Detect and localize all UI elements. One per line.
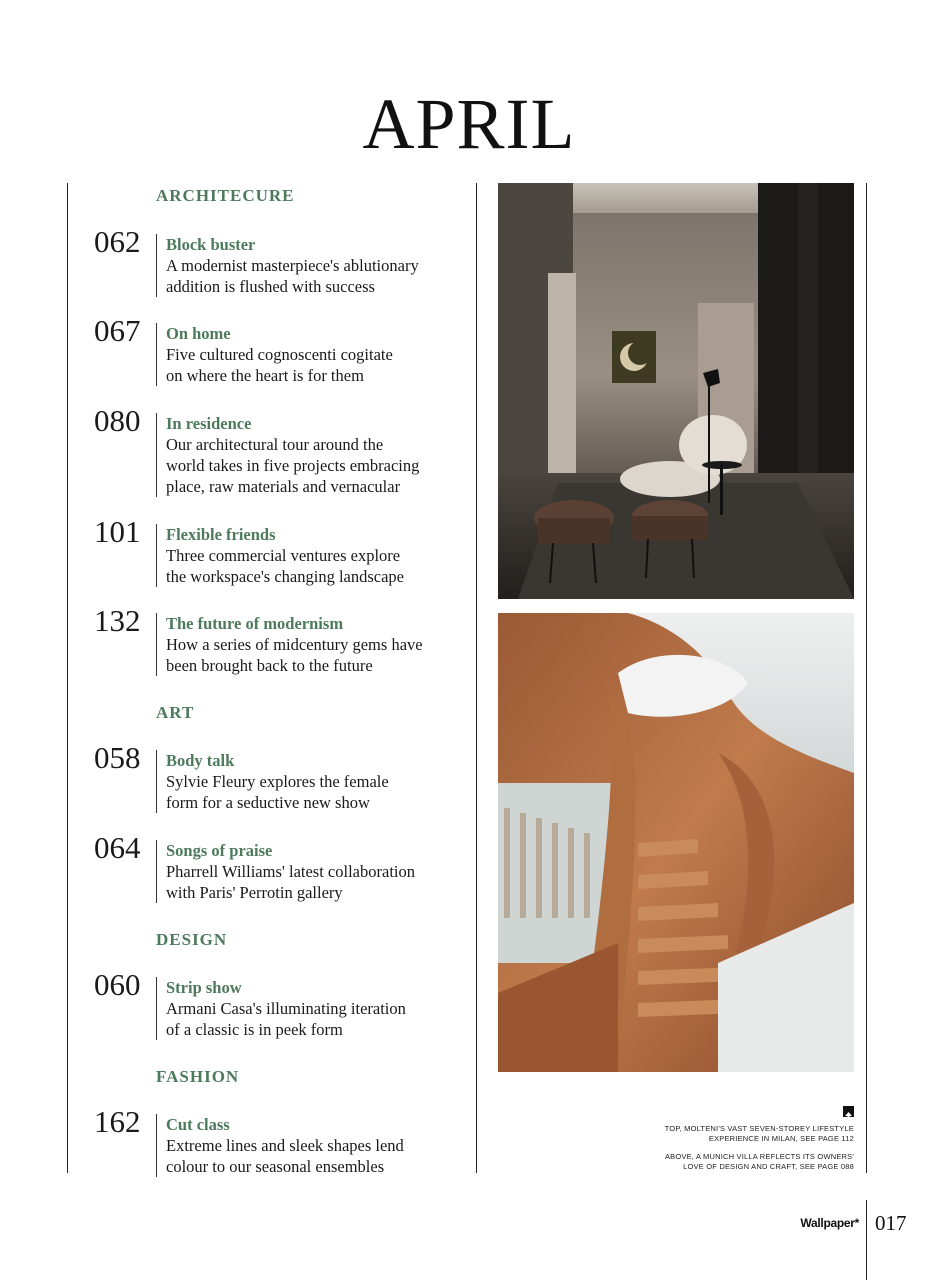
entry-desc-line: the workspace's changing landscape: [166, 567, 405, 586]
entry-desc-line: Extreme lines and sleek shapes lend: [166, 1136, 404, 1155]
section-fashion: FASHION: [156, 1067, 240, 1086]
entry-page-number: 058: [94, 740, 141, 775]
entry-title: Block buster: [166, 235, 256, 254]
entry-desc-line: A modernist masterpiece's ablutionary: [166, 256, 419, 275]
entry-desc-line: been brought back to the future: [166, 656, 373, 675]
entry-page-number: 101: [94, 514, 141, 549]
caption-line: EXPERIENCE IN MILAN, SEE PAGE 112: [708, 1134, 854, 1143]
entry-title: In residence: [166, 414, 252, 433]
caption-bottom: [594, 1152, 854, 1172]
entry-title: Cut class: [166, 1115, 230, 1134]
entry-desc-line: world takes in five projects embracing: [166, 456, 420, 475]
left-rule: [67, 183, 68, 1173]
footer-rule: [866, 1200, 867, 1280]
folio-page-number: 017: [875, 1211, 907, 1235]
entry-desc-line: Five cultured cognoscenti cogitate: [166, 345, 393, 364]
entry-page-number: 062: [94, 224, 141, 259]
interior-photo: [498, 183, 854, 599]
staircase-photo: [498, 613, 854, 1072]
entry-page-number: 060: [94, 967, 141, 1002]
entry-desc-line: How a series of midcentury gems have: [166, 635, 423, 654]
entry-page-number: 162: [94, 1104, 141, 1139]
entry-page-number: 064: [94, 830, 141, 865]
entry-desc-line: of a classic is in peek form: [166, 1020, 343, 1039]
entry-desc-line: with Paris' Perrotin gallery: [166, 883, 343, 902]
brand-logo: Wallpaper*: [800, 1216, 859, 1230]
entry-page-number: 132: [94, 603, 141, 638]
entry-page-number: 067: [94, 313, 141, 348]
arrow-up-icon: [843, 1106, 854, 1117]
entry-title: The future of modernism: [166, 614, 344, 633]
entry-desc-line: Three commercial ventures explore: [166, 546, 401, 565]
caption-line: ABOVE, A MUNICH VILLA REFLECTS ITS OWNERS': [664, 1152, 854, 1161]
page-title: APRIL: [362, 84, 576, 164]
center-rule: [476, 183, 477, 1173]
entry-desc-line: Our architectural tour around the: [166, 435, 384, 454]
entry-desc-line: place, raw materials and vernacular: [166, 477, 401, 496]
entry-desc-line: Pharrell Williams' latest collaboration: [166, 862, 415, 881]
section-architecture: ARCHITECURE: [156, 186, 295, 205]
caption-line: LOVE OF DESIGN AND CRAFT, SEE PAGE 088: [683, 1162, 854, 1171]
entry-desc-line: Armani Casa's illuminating iteration: [166, 999, 406, 1018]
section-design: DESIGN: [156, 930, 228, 949]
entry-title: Songs of praise: [166, 841, 273, 860]
section-art: ART: [156, 703, 195, 722]
entry-desc-line: form for a seductive new show: [166, 793, 370, 812]
caption-top: [594, 1124, 854, 1144]
entry-desc-line: addition is flushed with success: [166, 277, 375, 296]
entry-title: On home: [166, 324, 231, 343]
right-rule: [866, 183, 867, 1173]
entry-desc-line: Sylvie Fleury explores the female: [166, 772, 389, 791]
entry-title: Flexible friends: [166, 525, 276, 544]
caption-line: TOP, MOLTENI'S VAST SEVEN-STOREY LIFESTYLE: [664, 1124, 854, 1133]
entry-title: Body talk: [166, 751, 235, 770]
entry-desc-line: on where the heart is for them: [166, 366, 364, 385]
entry-title: Strip show: [166, 978, 242, 997]
entry-page-number: 080: [94, 403, 141, 438]
entry-desc-line: colour to our seasonal ensembles: [166, 1157, 385, 1176]
